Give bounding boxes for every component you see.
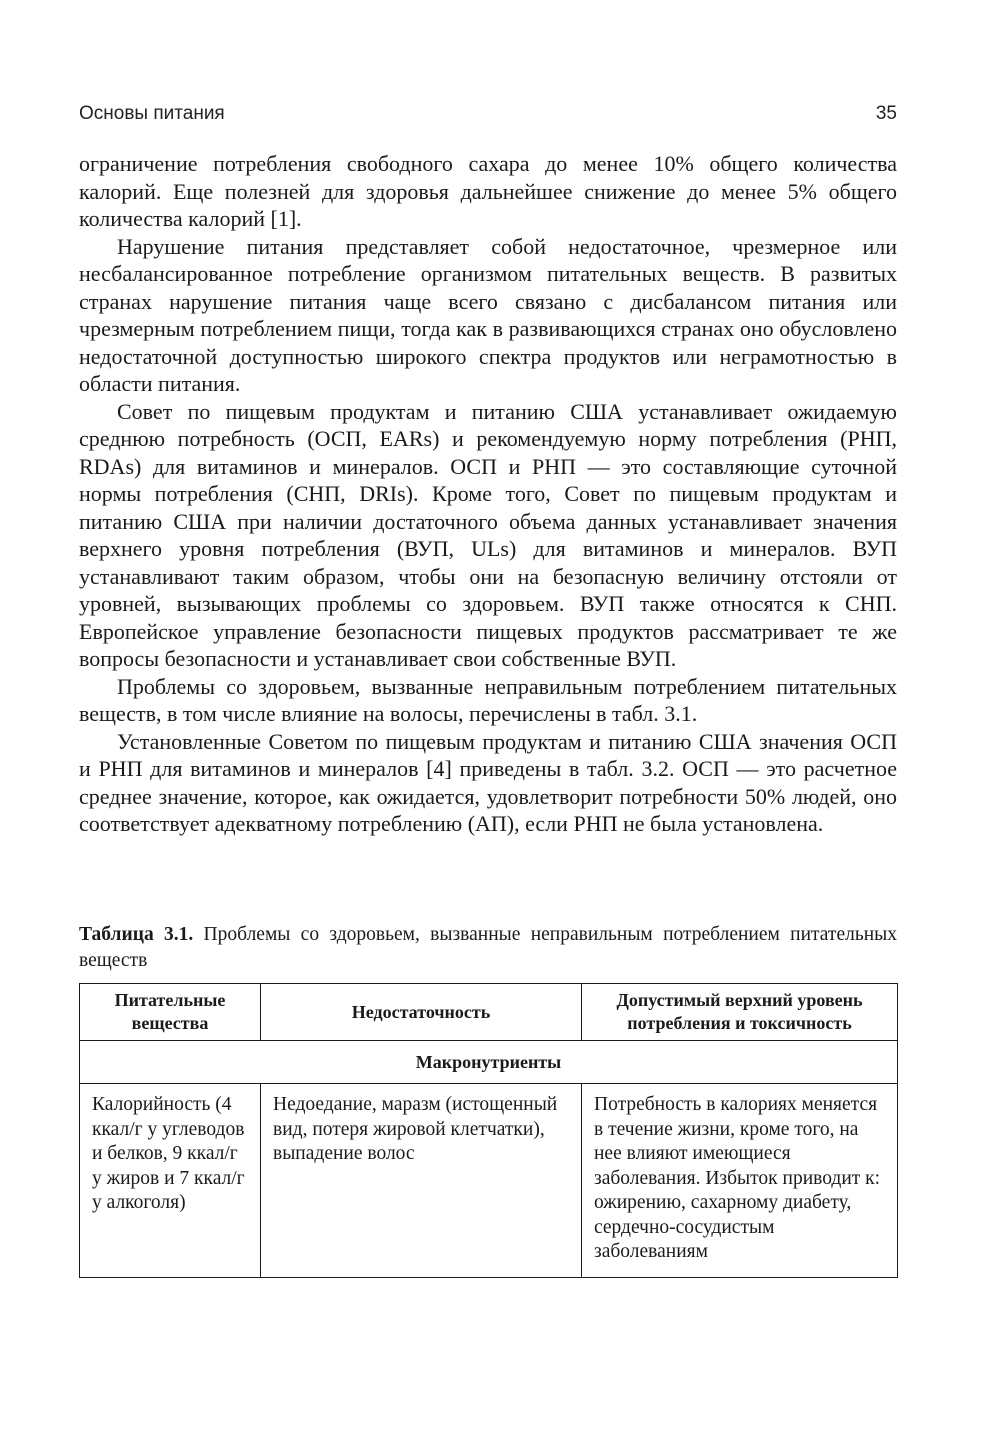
running-head-title: Основы питания <box>79 103 225 124</box>
header-toxicity: Допустимый верхний уровень потребления и токсичность <box>582 984 898 1041</box>
cell-toxicity: Потребность в калориях меняется в течение жизни, кроме того, на нее влияют имеющиеся заболевания. Избыток приводит к: ожирению, сахарному диабету, сердечно-сосудистым заболеваниям <box>582 1084 898 1278</box>
cell-nutrient: Калорийность (4 ккал/г у углеводов и белков, 9 ккал/г у жиров и 7 ккал/г у алкоголя) <box>80 1084 261 1278</box>
table-caption-text: Проблемы со здоровьем, вызванные неправильным потреблением питательных веществ <box>79 924 898 971</box>
page-number: 35 <box>875 103 897 124</box>
cell-deficiency: Недоедание, маразм (истощенный вид, потеря жировой клетчатки), выпадение волос <box>261 1084 582 1278</box>
table-caption-label: Таблица 3.1. <box>79 924 194 945</box>
header-deficiency: Недостаточность <box>261 984 582 1041</box>
paragraph: Нарушение питания представляет собой недостаточное, чрезмерное или несбалансированное потребление организмом питательных веществ. В развитых странах нарушение питания чаще всего связано с дисбалансом питания или чрезмерным потреблением пищи, тогда как в развивающихся странах оно обусловлено недостаточной доступностью широкого спектра продуктов или неграмотностью в области питания. <box>79 233 897 396</box>
section-macronutrients: Макронутриенты <box>80 1041 898 1084</box>
paragraph: Проблемы со здоровьем, вызванные неправильным потреблением питательных веществ, в том числе влияние на волосы, перечислены в табл. 3.1. <box>79 673 897 726</box>
paragraph: ограничение потребления свободного сахара до менее 10% общего количества калорий. Еще полезней для здоровья дальнейшее снижение до менее 5% общего количества калорий [1]. <box>79 151 897 231</box>
running-head <box>79 103 897 129</box>
table-row <box>80 1084 898 1278</box>
paragraph: Совет по пищевым продуктам и питанию США устанавливает ожидаемую среднюю потребность (ОСП, EARs) и рекомендуемую норму потребления (РНП, RDAs) для витаминов и минералов. ОСП и РНП — это составляющие суточной нормы потребления (СНП, DRIs). Кроме того, Совет по пищевым продуктам и питанию США при наличии достаточного объема данных устанавливает значения верхнего уровня потребления (ВУП, ULs) для витаминов и минералов. ВУП устанавливают таким образом, чтобы они на безопасную величину отстояли от уровней, вызывающих проблемы со здоровьем. ВУП также относятся к СНП. Европейское управление безопасности пищевых продуктов рассматривает те же вопросы безопасности и устанавливает свои собственные ВУП. <box>79 398 897 671</box>
body-text <box>79 150 897 838</box>
header-nutrients: Питательные вещества <box>80 984 261 1041</box>
nutrient-table <box>79 983 898 1278</box>
table-section-row <box>80 1041 898 1084</box>
table-header-row <box>80 984 898 1041</box>
table-caption <box>79 922 897 974</box>
paragraph: Установленные Советом по пищевым продуктам и питанию США значения ОСП и РНП для витаминов и минералов [4] приведены в табл. 3.2. ОСП — это расчетное среднее значение, которое, как ожидается, удовлетворит потребности 50% людей, оно соответствует адекватному потреблению (АП), если РНП не была установлена. <box>79 728 897 836</box>
